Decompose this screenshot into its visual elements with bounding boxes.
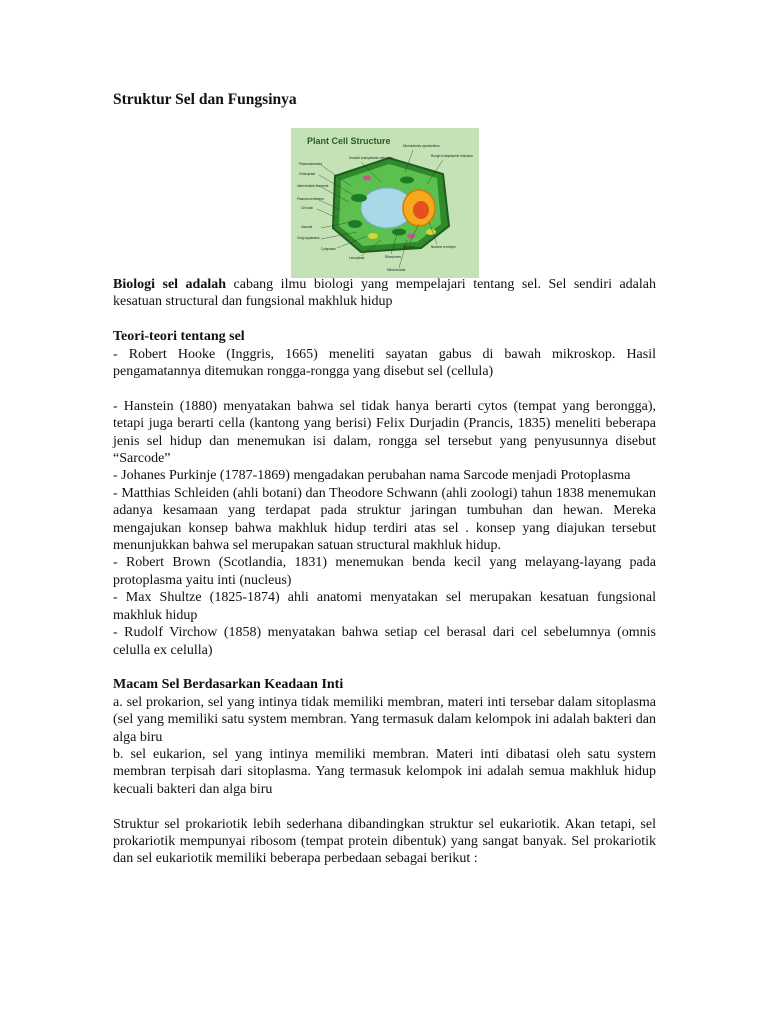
label-nucleus: Nucleus: [403, 245, 415, 249]
plant-cell-diagram: [291, 128, 479, 278]
theory-schleiden-schwann: - Matthias Schleiden (ahli botani) dan Theodore Schwann (ahli zoologi) tahun 1838 menemukan adanya kesamaan yang terdapat pada struktur jaringan tumbuhan dan hewan. Mereka mengajukan konsep bahwa makhluk hidup terdiri atas sel . konsep yang diajukan tersebut menunjukkan bahwa sel merupakan satuan structural makhluk hidup.: [113, 485, 656, 554]
theory-hanstein: - Hanstein (1880) menyatakan bahwa sel tidak hanya berarti cytos (tempat yang berongga), tetapi juga berarti cella (kantong yang berisi) Felix Durjadin (Prancis, 1835) meneliti beberapa jenis sel hidup dan menemukan isi dalam, rongga sel tersebut yang penyusunnya disebut “Sarcode”: [113, 398, 656, 467]
label-plasmodesmata: Plasmodesmata: [299, 162, 322, 166]
document-body: [113, 276, 656, 868]
label-golgi-apparatus: Golgi apparatus: [297, 236, 320, 240]
cell-type-prokarion: a. sel prokarion, sel yang intinya tidak memiliki membran, materi inti tersebar dalam sitoplasma (sel yang memiliki satu system membran. Yang termasuk dalam kelompok ini adalah bakteri dan alga biru: [113, 694, 656, 745]
label-chloroplast: Chloroplast: [299, 172, 316, 176]
theory-hooke: - Robert Hooke (Inggris, 1665) meneliti sayatan gabus di bawah mikroskop. Hasil pengamatannya ditemukan rongga-rongga yang disebut sel (cellula): [113, 346, 656, 380]
cell-type-eukarion: b. sel eukarion, sel yang intinya memiliki membran. Materi inti dibatasi oleh satu system membran terpisah dari sitoplasma. Yang termasuk kelompok ini adalah semua makhluk hidup kecuali bakteri dan alga biru: [113, 746, 656, 797]
intro-bold-term: Biologi sel adalah: [113, 277, 227, 292]
label-rough-er: Rough endoplasmic reticulum: [431, 154, 473, 158]
label-vacuole: Vacuole: [301, 225, 313, 229]
section-heading-macam-sel: Macam Sel Berdasarkan Keadaan Inti: [113, 677, 344, 693]
label-cytoplasm: Cytoplasm: [321, 247, 337, 251]
label-leucoplast: Leucoplast: [349, 256, 365, 260]
intro-paragraph: [113, 276, 656, 311]
label-intermediate-filaments: Intermediate filaments: [297, 184, 329, 188]
section-heading-teori: Teori-teori tentang sel: [113, 329, 245, 345]
label-cell-wall: Cell wall: [301, 206, 313, 210]
plant-cell-figure: [291, 128, 479, 278]
label-smooth-er: Smooth endoplasmic reticulum: [349, 156, 393, 160]
theory-brown: - Robert Brown (Scotlandia, 1831) menemukan benda kecil yang melayang-layang pada protoplasma yaitu inti (nucleus): [113, 555, 656, 588]
label-ribosomes: Ribosomes: [385, 255, 401, 259]
theory-virchow: - Rudolf Virchow (1858) menyatakan bahwa setiap cel berasal dari cel sebelumnya (omnis celulla ex celulla): [113, 625, 656, 658]
label-microtubules: Microtubules cytoskeleton: [403, 144, 440, 148]
theory-purkinje: - Johanes Purkinje (1787-1869) mengadakan perubahan nama Sarcode menjadi Protoplasma: [113, 468, 631, 484]
plant-cell-illustration: [333, 158, 449, 252]
document-title: Struktur Sel dan Fungsinya: [113, 91, 297, 108]
figure-title: Plant Cell Structure: [307, 136, 391, 146]
label-nuclear-envelope: Nuclear envelope: [431, 245, 456, 249]
closing-paragraph: Struktur sel prokariotik lebih sederhana dibandingkan struktur sel eukariotik. Akan tetapi, sel prokariotik mempunyai ribosom (tempat protein dibentuk) yang sangat banyak. Sel prokariotik dan sel eukariotik memiliki beberapa perbedaan sebagai berikut :: [113, 816, 656, 867]
intro-text: cabang ilmu biologi yang mempelajari tentang sel. Sel sendiri adalah kesatuan structural dan fungsional makhluk hidup: [113, 277, 656, 310]
theory-shultze: - Max Shultze (1825-1874) ahli anatomi menyatakan sel merupakan kesatuan fungsional makhluk hidup: [113, 590, 656, 623]
label-mitochondria: Mitochondria: [387, 268, 406, 272]
label-plasma-membrane: Plasma membrane: [297, 197, 324, 201]
